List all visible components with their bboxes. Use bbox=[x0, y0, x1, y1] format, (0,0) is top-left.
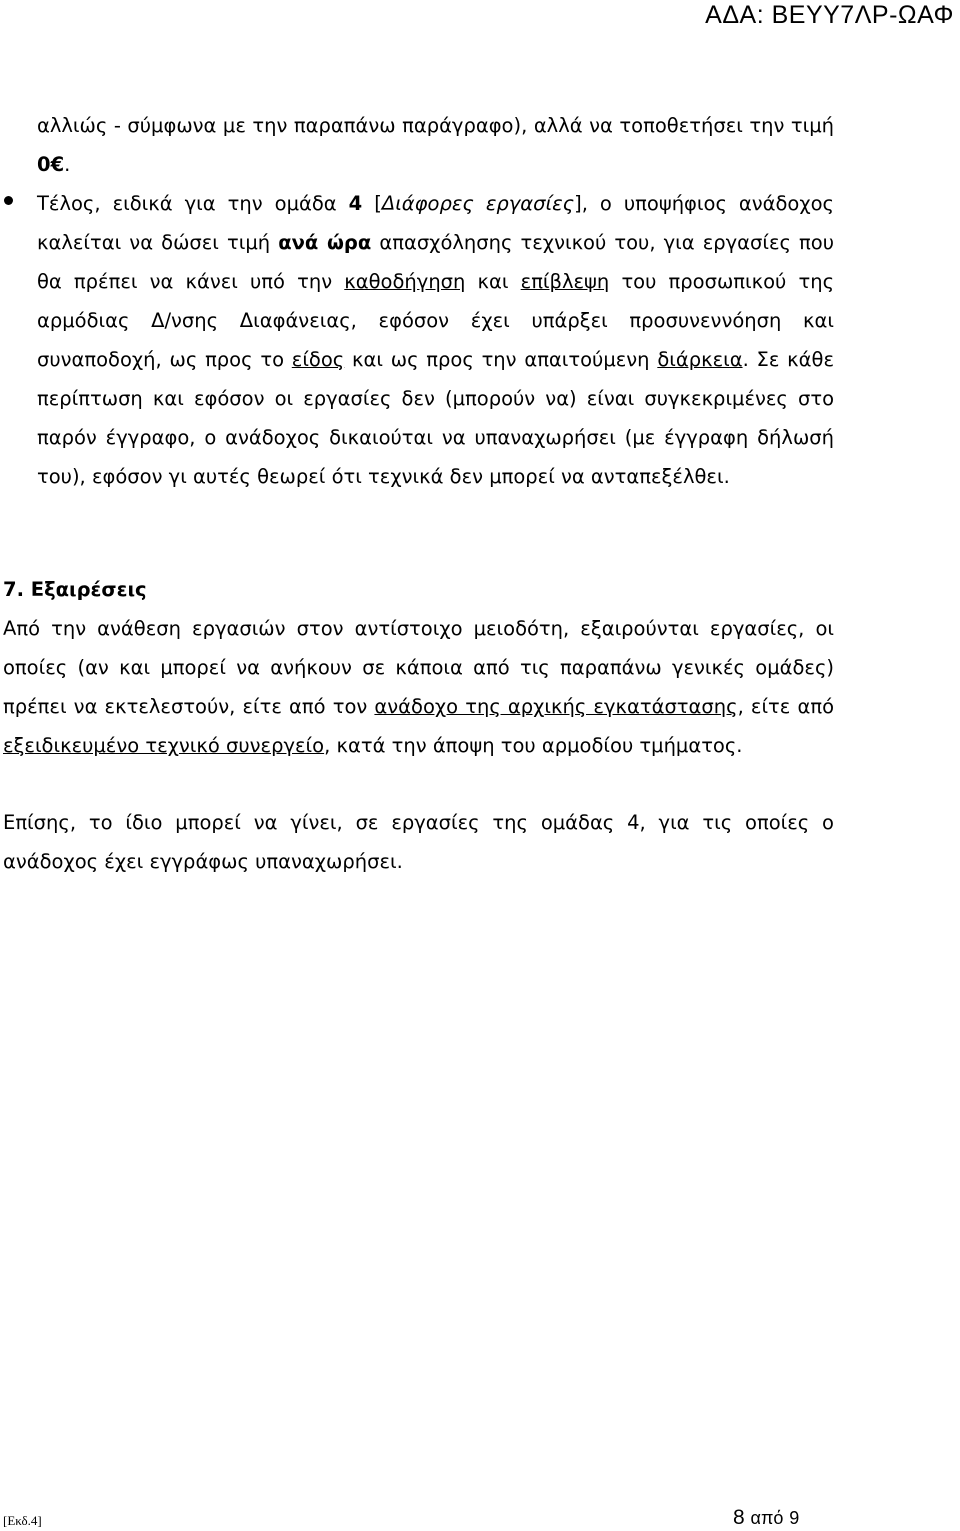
zero-value: 0€ bbox=[37, 153, 65, 176]
page-number bbox=[733, 1505, 799, 1531]
continuation-text: αλλιώς - σύμφωνα με την παραπάνω παράγραφο), αλλά να τοποθετήσει την τιμή bbox=[37, 114, 834, 137]
edition-code: [Εκδ.4] bbox=[3, 1513, 42, 1528]
section-title: 7. Εξαιρέσεις bbox=[3, 578, 147, 601]
bullet-text-3: ], ο υποψήφιος ανάδοχος καλείται να δώσει τιμή bbox=[37, 192, 835, 254]
continuation-end: . bbox=[64, 153, 71, 176]
page-of: από bbox=[750, 1508, 784, 1528]
bullet-icon bbox=[4, 196, 13, 205]
specialized-crew-term: εξειδικευμένο τεχνικό συνεργείο bbox=[3, 734, 325, 757]
bullet-text-5: και bbox=[465, 270, 521, 293]
bullet-text-4: απασχόλησης τεχνικού του, για εργασίες που θα πρέπει να κάνει υπό την bbox=[37, 231, 834, 293]
group-number: 4 bbox=[348, 192, 363, 215]
ada-code: ΑΔΑ: ΒΕΥΥ7ΛΡ-ΩΑΦ bbox=[705, 1, 954, 29]
bullet-paragraph bbox=[37, 184, 834, 496]
exceptions-paragraph bbox=[3, 609, 834, 765]
guidance-term: καθοδήγηση bbox=[344, 270, 466, 293]
page-total: 9 bbox=[789, 1508, 800, 1528]
bullet-text-1: Τέλος, ειδικά για την ομάδα bbox=[37, 192, 349, 215]
exceptions-text-3: , κατά την άποψη του αρμοδίου τμήματος. bbox=[324, 734, 743, 757]
bullet-text-2: [ bbox=[362, 192, 382, 215]
bullet-text-8: . Σε κάθε περίπτωση και εφόσον οι εργασίες δεν (μπορούν να) είναι συγκεκριμένες στο παρόν έγγραφο, ο ανάδοχος δικαιούται να υπαναχωρήσει (με έγγραφη δήλωσή του), εφόσον γι αυτές θεωρεί ότι τεχνικά δεν μπορεί να ανταπεξέλθει. bbox=[37, 348, 834, 488]
continuation-paragraph bbox=[37, 106, 834, 184]
original-contractor-term: ανάδοχο της αρχικής εγκατάστασης bbox=[374, 695, 738, 718]
per-hour: ανά ώρα bbox=[278, 231, 372, 254]
page-current: 8 bbox=[733, 1506, 745, 1529]
bullet-text-7: και ως προς την απαιτούμενη bbox=[344, 348, 658, 371]
duration-term: διάρκεια bbox=[657, 348, 743, 371]
kind-term: είδος bbox=[291, 348, 345, 371]
supervision-term: επίβλεψη bbox=[520, 270, 610, 293]
exceptions-text-1: Από την ανάθεση εργασιών στον αντίστοιχο μειοδότη, εξαιρούνται εργασίες, οι οποίες (αν και μπορεί να ανήκουν σε κάποια από τις παραπάνω γενικές ομάδες) πρέπει να εκτελεστούν, είτε από τον bbox=[3, 617, 834, 718]
group-name: Διάφορες εργασίες bbox=[381, 192, 575, 215]
bullet-text-6: του προσωπικού της αρμόδιας Δ/νσης Διαφάνειας, εφόσον έχει υπάρξει προσυνεννόηση και συναποδοχή, ως προς το bbox=[37, 270, 835, 371]
exceptions-text-2: , είτε από bbox=[737, 695, 834, 718]
also-paragraph: Επίσης, το ίδιο μπορεί να γίνει, σε εργασίες της ομάδας 4, για τις οποίες ο ανάδοχος έχει εγγράφως υπαναχωρήσει. bbox=[3, 811, 834, 873]
